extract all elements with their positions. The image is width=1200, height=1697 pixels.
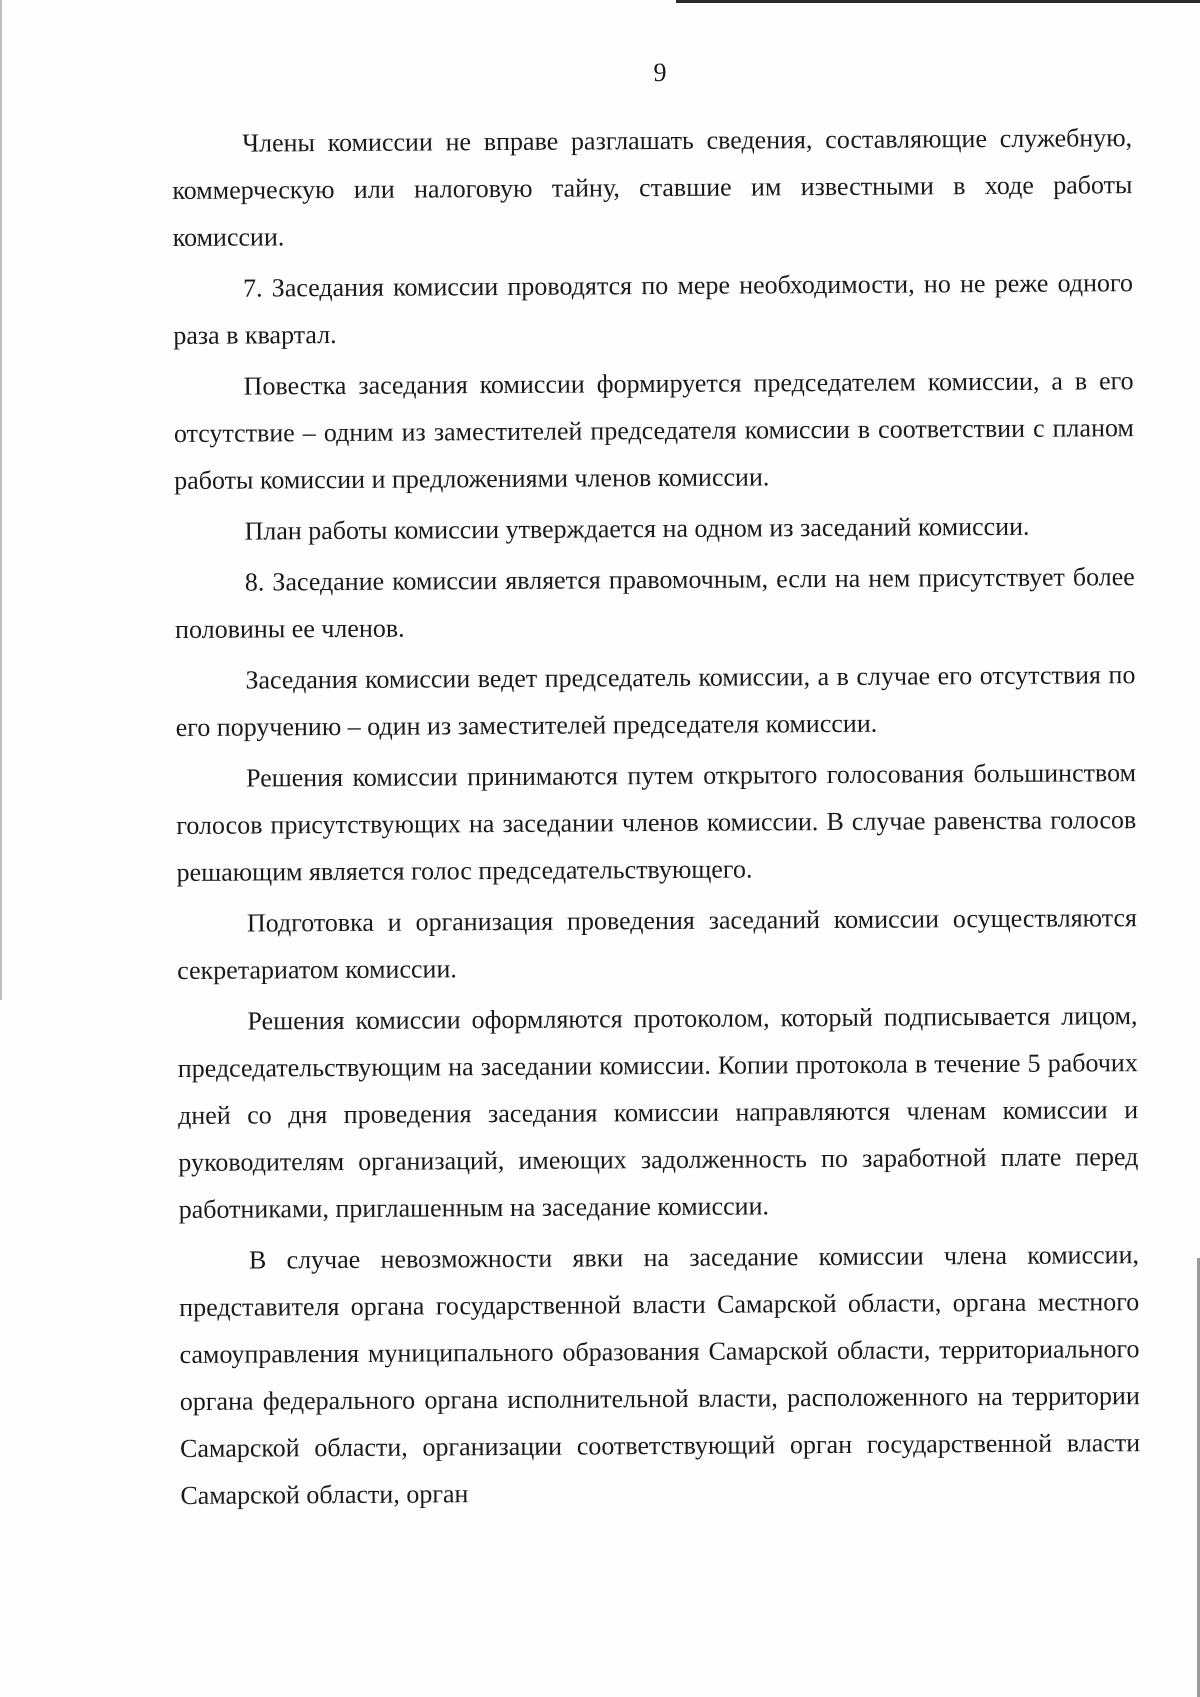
page-number: 9 (653, 58, 667, 87)
paragraph-protocol: Решения комиссии оформляются протоколом, который подписывается лицом, председательствующим на заседании комиссии. Копии протокола в течение 5 рабочих дней со дня проведения заседания комиссии направляются членам комиссии и руководителям организаций, имеющих задолженность по заработной плате перед работниками, приглашенным на заседание комиссии. (177, 1001, 1139, 1224)
scan-left-edge (0, 0, 2, 1000)
paragraph-voting: Решения комиссии принимаются путем открытого голосования большинством голосов присутствующих на заседании членов комиссии. В случае равенства голосов решающим является голос председательствующего. (176, 758, 1137, 887)
paragraph-absence: В случае невозможности явки на заседание комиссии члена комиссии, представителя органа государственной власти Самарской области, органа местного самоуправления муниципального образования Самарской области, территориального органа федерального органа исполнительной власти, расположенного на территории Самарской области, организации соответствующий орган государственной власти Самарской области, орган (179, 1240, 1141, 1510)
paragraph-quorum: 8. Заседание комиссии является правомочным, если на нем присутствует более половины ее членов. (175, 562, 1135, 644)
paragraph-meetings-frequency: 7. Заседания комиссии проводятся по мере необходимости, но не реже одного раза в квартал. (173, 268, 1134, 350)
paragraph-chairing: Заседания комиссии ведет председатель комиссии, а в случае его отсутствия по его поручению – один из заместителей председателя комиссии. (175, 660, 1136, 742)
paragraph-agenda: Повестка заседания комиссии формируется председателем комиссии, а в его отсутствие – одним из заместителей председателя комиссии в соответствии с планом работы комиссии и предложениями членов комиссии. (173, 366, 1134, 495)
scan-top-edge (676, 0, 1200, 3)
paragraph-confidentiality: Члены комиссии не вправе разглашать сведения, составляющие служебную, коммерческую или налоговую тайну, ставшие им известными в ходе работы комиссии. (172, 123, 1133, 252)
paragraph-work-plan: План работы комиссии утверждается на одном из заседаний комиссии. (244, 511, 1030, 546)
document-body (172, 114, 1141, 1519)
paragraph-secretariat: Подготовка и организация проведения заседаний комиссии осуществляются секретариатом комиссии. (177, 903, 1137, 985)
